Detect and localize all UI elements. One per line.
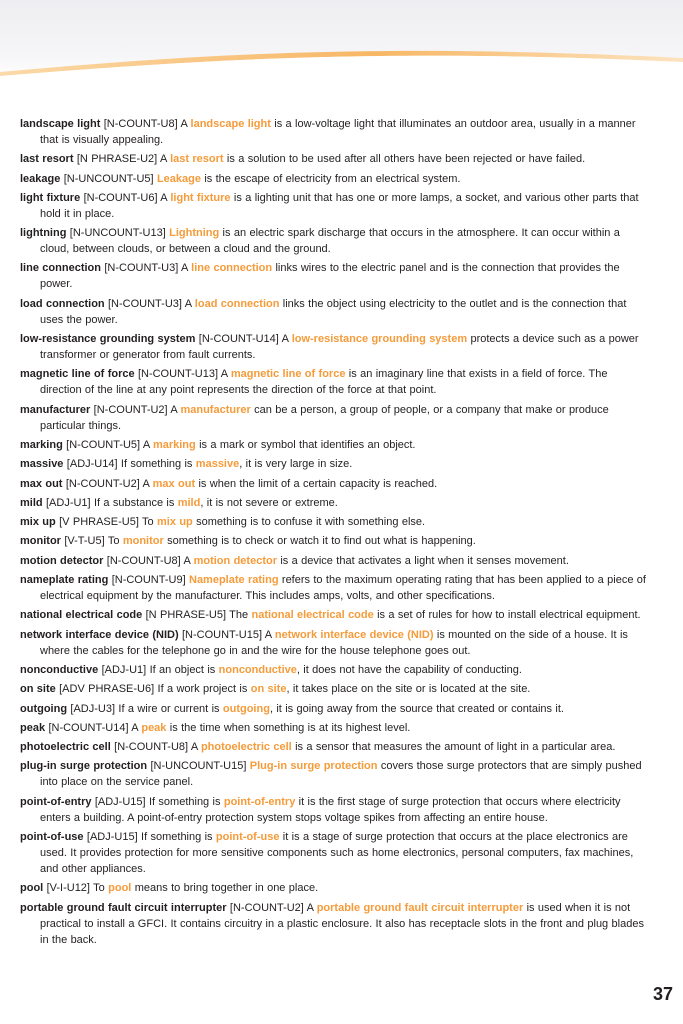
glossary-entry xyxy=(20,190,652,222)
part-of-speech-tag: [V-I-U12] xyxy=(46,882,90,895)
part-of-speech-tag: [N-COUNT-U8] xyxy=(106,554,181,567)
definition-text: is a sensor that measures the amount of light in a particular area. xyxy=(291,741,616,754)
highlighted-term: point-of-use xyxy=(215,831,280,844)
glossary-term: manufacturer xyxy=(20,403,91,416)
definition-text: it is the first stage of surge protection that occurs where electricity enters a building. A point-of-entry protection system stops voltage spikes from affecting an entire house. xyxy=(40,795,621,824)
definition-text: , it is going away from the source that created or contains it. xyxy=(269,702,564,715)
part-of-speech-tag: [N-COUNT-U14] xyxy=(198,333,279,346)
glossary-entry xyxy=(20,151,652,167)
part-of-speech-tag: [N-COUNT-U14] xyxy=(48,721,129,734)
glossary-entry xyxy=(20,794,652,826)
highlighted-term: monitor xyxy=(122,535,164,548)
glossary-term: point-of-use xyxy=(20,831,84,844)
part-of-speech-tag: [V-T-U5] xyxy=(64,535,105,548)
glossary-entry xyxy=(20,900,652,948)
highlighted-term: on site xyxy=(250,683,287,696)
definition-lead: A xyxy=(142,477,153,490)
header-band xyxy=(0,0,683,80)
definition-lead: If something is xyxy=(120,458,196,471)
highlighted-term: line connection xyxy=(191,262,273,275)
glossary-term: low-resistance grounding system xyxy=(20,333,196,346)
part-of-speech-tag: [N-COUNT-U15] xyxy=(181,628,263,641)
highlighted-term: Lightning xyxy=(169,227,220,240)
definition-lead: If an object is xyxy=(149,663,219,676)
part-of-speech-tag: [N-COUNT-U6] xyxy=(83,191,158,204)
highlighted-term: landscape light xyxy=(190,118,271,130)
definition-lead: A xyxy=(190,741,201,754)
part-of-speech-tag: [N-COUNT-U8] xyxy=(114,741,189,754)
definition-lead: If a substance is xyxy=(93,496,178,509)
definition-text: , it takes place on the site or is located at the site. xyxy=(286,683,531,696)
definition-lead: A xyxy=(159,153,171,166)
glossary-term: massive xyxy=(20,458,64,471)
glossary-term: nonconductive xyxy=(20,663,99,676)
glossary-term: national electrical code xyxy=(20,609,143,622)
highlighted-term: Nameplate rating xyxy=(189,574,279,587)
glossary-entry xyxy=(20,758,652,790)
glossary-term: marking xyxy=(20,438,63,451)
definition-text: is a solution to be used after all others have been rejected or have failed. xyxy=(223,153,586,166)
definition-lead: To xyxy=(93,882,109,895)
glossary-entry xyxy=(20,402,652,434)
highlighted-term: photoelectric cell xyxy=(200,741,292,754)
glossary-list xyxy=(20,116,652,951)
glossary-entry xyxy=(20,296,652,328)
definition-text: is a device that activates a light when it senses movement. xyxy=(277,554,569,567)
glossary-term: point-of-entry xyxy=(20,795,92,808)
definition-lead: If a work project is xyxy=(157,683,251,696)
highlighted-term: load connection xyxy=(194,297,280,310)
definition-text: is a low-voltage light that illuminates an outdoor area, usually in a manner that is visually appealing. xyxy=(40,118,636,146)
definition-text: refers to the maximum operating rating that has been applied to a piece of electrical equipment by the manufacturer. This includes amps, volts, and other specifications. xyxy=(40,574,646,603)
definition-text: protects a device such as a power transformer or generator from fault currents. xyxy=(40,333,639,362)
part-of-speech-tag: [ADJ-U3] xyxy=(70,702,116,715)
definition-text: is an imaginary line that exists in a field of force. The direction of the line at any point represents the direction of the force at that point. xyxy=(40,368,608,397)
definition-text: something is to confuse it with something else. xyxy=(192,516,426,529)
definition-text: is a lighting unit that has one or more lamps, a socket, and various other parts that hold it in place. xyxy=(40,191,639,220)
highlighted-term: national electrical code xyxy=(251,609,374,622)
glossary-term: load connection xyxy=(20,297,105,310)
definition-lead: A xyxy=(184,297,195,310)
highlighted-term: magnetic line of force xyxy=(230,368,346,381)
definition-text: is when the limit of a certain capacity is reached. xyxy=(195,477,438,490)
glossary-entry xyxy=(20,366,652,398)
glossary-term: network interface device (NID) xyxy=(20,628,179,641)
definition-lead: A xyxy=(306,901,317,914)
part-of-speech-tag: [N-COUNT-U8] xyxy=(103,118,178,130)
highlighted-term: mild xyxy=(177,496,201,509)
glossary-term: light fixture xyxy=(20,191,81,204)
definition-lead: A xyxy=(180,118,191,130)
part-of-speech-tag: [ADJ-U14] xyxy=(66,458,118,471)
part-of-speech-tag: [N-COUNT-U2] xyxy=(229,901,304,914)
part-of-speech-tag: [ADJ-U1] xyxy=(45,496,91,509)
definition-text: something is to check or watch it to find out what is happening. xyxy=(163,535,476,548)
glossary-entry xyxy=(20,829,652,877)
definition-text: , it is very large in size. xyxy=(239,458,353,471)
glossary-entry xyxy=(20,880,652,896)
glossary-entry xyxy=(20,260,652,292)
glossary-entry xyxy=(20,662,652,678)
glossary-term: monitor xyxy=(20,535,61,548)
highlighted-term: massive xyxy=(195,458,240,471)
glossary-term: magnetic line of force xyxy=(20,368,135,381)
part-of-speech-tag: [N-COUNT-U2] xyxy=(65,477,140,490)
glossary-term: last resort xyxy=(20,153,74,166)
page-number: 37 xyxy=(652,984,673,1004)
glossary-entry xyxy=(20,437,652,453)
part-of-speech-tag: [N-COUNT-U13] xyxy=(137,368,219,381)
glossary-entry xyxy=(20,225,652,257)
definition-lead: If a wire or current is xyxy=(118,702,223,715)
part-of-speech-tag: [ADJ-U15] xyxy=(86,831,138,844)
glossary-entry xyxy=(20,739,652,755)
definition-text: , it does not have the capability of conducting. xyxy=(296,663,522,676)
glossary-entry xyxy=(20,495,652,511)
glossary-entry xyxy=(20,331,652,363)
glossary-term: pool xyxy=(20,882,44,895)
definition-text: it is a stage of surge protection that occurs at the place electronics are used. It provides protection for more sensitive components such as home electronics, personal computers, fax machines, and other appliances. xyxy=(40,831,634,876)
definition-text: is used when it is not practical to install a GFCI. It contains circuitry in a plastic enclosure. It also has receptacle slots in the front and plug blades in the back. xyxy=(40,901,644,946)
definition-lead: A xyxy=(281,333,292,346)
glossary-entry xyxy=(20,456,652,472)
glossary-entry xyxy=(20,720,652,736)
definition-text: is mounted on the side of a house. It is where the cables for the telephone go in and the wire for the house telephone goes out. xyxy=(40,628,628,657)
glossary-term: portable ground fault circuit interrupter xyxy=(20,901,227,914)
part-of-speech-tag: [N-COUNT-U9] xyxy=(111,574,186,587)
definition-text: links the object using electricity to the outlet and is the connection that uses the power. xyxy=(40,297,627,326)
definition-lead: A xyxy=(181,262,192,275)
glossary-term: plug-in surge protection xyxy=(20,760,148,773)
part-of-speech-tag: [N PHRASE-U5] xyxy=(145,609,226,622)
definition-text: is a set of rules for how to install electrical equipment. xyxy=(373,609,641,622)
highlighted-term: portable ground fault circuit interrupter xyxy=(316,901,524,914)
definition-text: is a mark or symbol that identifies an object. xyxy=(195,438,416,451)
highlighted-term: low-resistance grounding system xyxy=(291,333,468,346)
part-of-speech-tag: [ADJ-U15] xyxy=(94,795,146,808)
glossary-term: landscape light xyxy=(20,118,101,130)
part-of-speech-tag: [ADJ-U1] xyxy=(101,663,147,676)
highlighted-term: marking xyxy=(152,438,196,451)
glossary-term: lightning xyxy=(20,227,67,240)
part-of-speech-tag: [ADV PHRASE-U6] xyxy=(59,683,155,696)
definition-lead: If something is xyxy=(141,831,216,844)
highlighted-term: max out xyxy=(152,477,196,490)
glossary-entry xyxy=(20,627,652,659)
glossary-term: peak xyxy=(20,721,46,734)
glossary-entry xyxy=(20,681,652,697)
definition-text: links wires to the electric panel and is the connection that provides the power. xyxy=(40,262,620,291)
glossary-term: motion detector xyxy=(20,554,104,567)
part-of-speech-tag: [N PHRASE-U2] xyxy=(76,153,158,166)
definition-lead: A xyxy=(183,554,194,567)
highlighted-term: light fixture xyxy=(170,191,231,204)
part-of-speech-tag: [N-COUNT-U3] xyxy=(104,262,179,275)
highlighted-term: peak xyxy=(141,721,167,734)
glossary-term: outgoing xyxy=(20,702,68,715)
definition-text: is an electric spark discharge that occurs in the atmosphere. It can occur within a cloud, between clouds, or between a cloud and the ground. xyxy=(40,227,620,256)
highlighted-term: point-of-entry xyxy=(223,795,296,808)
definition-lead: To xyxy=(107,535,123,548)
glossary-entry xyxy=(20,514,652,530)
definition-text: covers those surge protectors that are simply pushed into place on the service panel. xyxy=(40,760,642,789)
glossary-term: mild xyxy=(20,496,43,509)
highlighted-term: Plug-in surge protection xyxy=(249,760,378,773)
definition-text: can be a person, a group of people, or a company that make or produce particular things. xyxy=(40,403,609,432)
glossary-entry xyxy=(20,116,652,148)
definition-text: means to bring together in one place. xyxy=(131,882,319,895)
definition-lead: A xyxy=(131,721,142,734)
glossary-entry xyxy=(20,553,652,569)
definition-lead: A xyxy=(170,403,181,416)
definition-text: is the time when something is at its highest level. xyxy=(166,721,411,734)
highlighted-term: mix up xyxy=(157,516,193,529)
definition-text: , it is not severe or extreme. xyxy=(200,496,338,509)
part-of-speech-tag: [N-COUNT-U3] xyxy=(108,297,182,310)
highlighted-term: motion detector xyxy=(193,554,277,567)
definition-lead: A xyxy=(160,191,171,204)
glossary-term: leakage xyxy=(20,172,61,185)
definition-lead: A xyxy=(142,438,153,451)
part-of-speech-tag: [N-COUNT-U5] xyxy=(66,438,141,451)
glossary-term: line connection xyxy=(20,262,101,275)
glossary-entry xyxy=(20,533,652,549)
glossary-term: on site xyxy=(20,683,56,696)
definition-lead: If something is xyxy=(148,795,224,808)
highlighted-term: outgoing xyxy=(222,702,270,715)
part-of-speech-tag: [N-UNCOUNT-U15] xyxy=(150,760,247,773)
highlighted-term: network interface device (NID) xyxy=(274,628,434,641)
glossary-term: photoelectric cell xyxy=(20,741,111,754)
glossary-entry xyxy=(20,572,652,604)
highlighted-term: last resort xyxy=(170,153,224,166)
definition-lead: The xyxy=(229,609,252,622)
definition-text: is the escape of electricity from an electrical system. xyxy=(200,172,461,185)
part-of-speech-tag: [N-COUNT-U2] xyxy=(93,403,168,416)
part-of-speech-tag: [V PHRASE-U5] xyxy=(59,516,139,529)
highlighted-term: nonconductive xyxy=(218,663,297,676)
glossary-term: mix up xyxy=(20,516,56,529)
glossary-entry xyxy=(20,701,652,717)
highlighted-term: manufacturer xyxy=(180,403,251,416)
part-of-speech-tag: [N-UNCOUNT-U5] xyxy=(63,172,154,185)
definition-lead: To xyxy=(142,516,158,529)
part-of-speech-tag: [N-UNCOUNT-U13] xyxy=(69,227,166,240)
highlighted-term: Leakage xyxy=(156,172,201,185)
highlighted-term: pool xyxy=(108,882,132,895)
glossary-entry xyxy=(20,607,652,623)
glossary-entry xyxy=(20,171,652,187)
header-swoosh-decoration xyxy=(0,0,683,80)
glossary-term: nameplate rating xyxy=(20,574,109,587)
glossary-term: max out xyxy=(20,477,63,490)
glossary-entry xyxy=(20,476,652,492)
definition-lead: A xyxy=(264,628,275,641)
definition-lead: A xyxy=(220,368,231,381)
